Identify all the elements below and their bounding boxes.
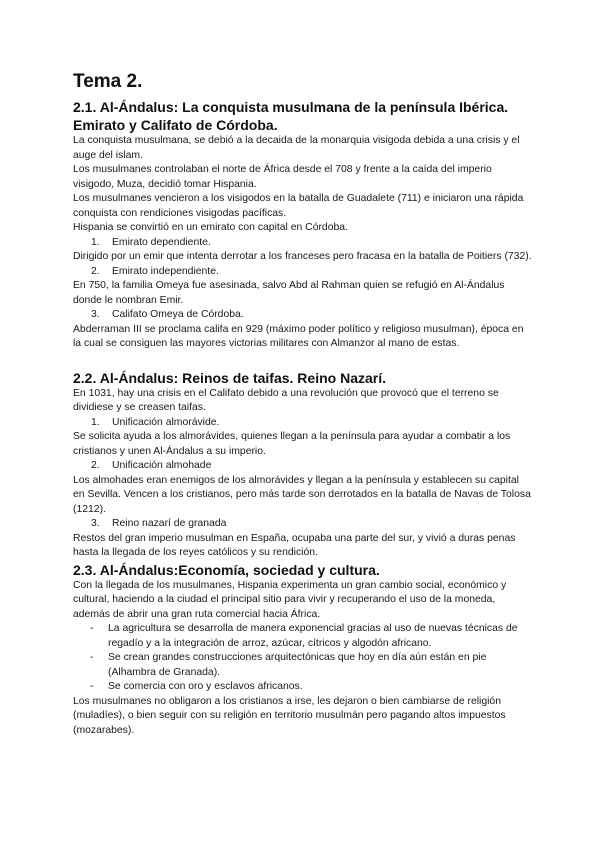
numbered-item [73,416,533,431]
bullet-item [73,651,533,680]
paragraph: En 1031, hay una crisis en el Califato debido a una revolución que provocó que el terreno se dividiese y se creasen taifas. [73,387,499,413]
section-2-1 [73,98,533,352]
item-number: 3. [91,518,100,529]
item-label: Califato Omeya de Córdoba. [112,309,244,320]
paragraph: Hispania se convirtió en un emirato con capital en Córdoba. [73,222,348,233]
bullet-text: La agricultura se desarrolla de manera exponencial gracias al uso de nuevas técnicas de regadío y a la integración de arroz, azúcar, cítricos y algodón africano. [108,623,518,649]
section-heading: 2.1. Al-Ándalus: La conquista musulmana de la península Ibérica. Emirato y Califato de Córdoba. [73,99,509,133]
paragraph: Los musulmanes vencieron a los visigodos en la batalla de Guadalete (711) e iniciaron una rápida conquista con rendiciones visigodas pacíficas. [73,193,524,219]
item-label: Emirato dependiente. [112,236,211,248]
item-label: Reino nazarí de granada [112,518,227,529]
section-2-3 [73,561,533,739]
numbered-item [73,265,533,280]
paragraph: La conquista musulmana, se debió a la decaida de la monarquia visigoda debida a una crisis y el auge del islam. [73,135,520,161]
paragraph: Abderraman III se proclama califa en 929 (máximo poder político y religioso musulman), época en la cual se consiguen las mayores victorias militares con Almanzor al mano de estas. [73,323,524,349]
item-number: 1. [91,236,100,248]
bullet-dash: - [90,623,94,634]
numbered-item [73,236,533,251]
bullet-dash: - [90,681,94,692]
paragraph: En 750, la familia Omeya fue asesinada, salvo Abd al Rahman quien se refugió en Al-Ándalus donde le nombran Emir. [73,280,505,306]
paragraph: Se solicita ayuda a los almorávides, quienes llegan a la península para ayudar a combatir a los cristianos y unen Al-Ándalus a su imperio. [73,431,511,457]
page-title: Tema 2. [73,71,143,92]
paragraph: Dirigido por un emir que intenta derrotar a los franceses pero fracasa en la batalla de Poitiers (732). [73,251,532,262]
document-content [73,70,533,738]
bullet-item [73,680,533,695]
bullet-dash: - [90,652,94,663]
paragraph: Los musulmanes no obligaron a los cristianos a irse, les dejaron o bien cambiarse de religión (muladíes), o bien seguir con su religión en territorio musulmán pero pagando altos impuestos (mozarabes). [73,695,506,736]
item-number: 2. [91,460,100,471]
paragraph: Los musulmanes controlaban el norte de África desde el 708 y frente a la caída del imperio visigodo, Muza, decidió tomar Hispania. [73,164,492,190]
section-2-2 [73,369,533,561]
bullet-text: Se comercia con oro y esclavos africanos. [108,681,303,692]
item-label: Unificación almorávide. [112,416,220,428]
numbered-item [73,517,533,532]
item-label: Emirato independiente. [112,265,219,277]
numbered-item [73,308,533,323]
paragraph: Los almohades eran enemigos de los almorávides y llegan a la península y establecen su capital en Sevilla. Vencen a los cristianos, pero más tarde son derrotados en la batalla de Navas de Tolosa (1212). [73,474,531,515]
item-label: Unificación almohade [112,460,212,471]
numbered-item [73,459,533,474]
bullet-item [73,622,533,651]
section-heading: 2.3. Al-Ándalus:Economía, sociedad y cultura. [73,561,380,578]
paragraph: Con la llegada de los musulmanes, Hispania experimenta un gran cambio social, económico y cultural, haciendo a la ciudad el principal sitio para vivir y recuperando el uso de la moneda, además de abrir una gran ruta comercial hacia África. [73,579,507,620]
paragraph: Restos del gran imperio musulman en España, ocupaba una parte del sur, y vivió a duras penas hasta la llegada de los reyes católicos y su rendición. [73,532,516,558]
spacer [73,352,533,369]
item-number: 2. [91,265,100,277]
section-heading: 2.2. Al-Ándalus: Reinos de taifas. Reino Nazarí. [73,369,386,386]
item-number: 3. [91,309,100,320]
bullet-text: Se crean grandes construcciones arquitectónicas que hoy en día aún están en pie (Alhambra de Granada). [108,652,487,678]
item-number: 1. [91,416,100,428]
